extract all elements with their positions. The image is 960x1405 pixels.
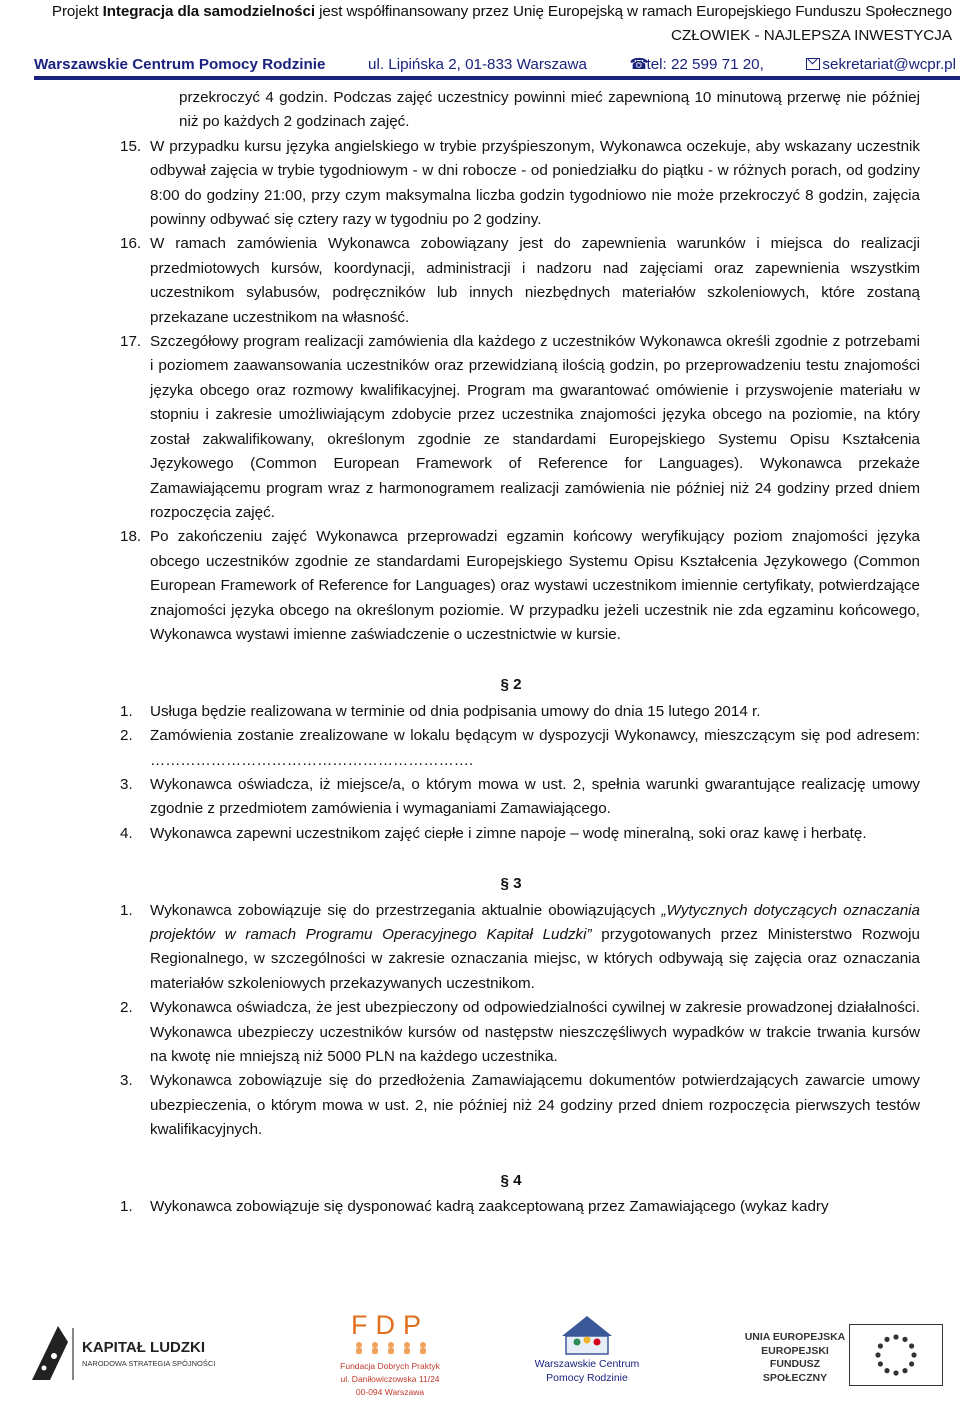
item-text: Zamówienia zostanie zrealizowane w lokalu będącym w dyspozycji Wykonawcy, mieszczącym się pod adresem: ………………………………………………………. [150,727,920,769]
list-item [0,232,960,330]
fdp-city: 00-094 Warszawa [355,1387,425,1397]
eu-line3: FUNDUSZ SPOŁECZNY [762,1358,828,1384]
item-number: 2. [120,727,133,745]
fdp-logo [325,1310,455,1395]
wcpr-emblem [522,1310,652,1358]
item-text: Wykonawca zobowiązuje się do przestrzegania aktualnie obowiązujących [150,901,662,919]
page-footer [0,1300,960,1405]
item-number: 1. [120,702,133,720]
fdp-letters: FDP [351,1310,429,1340]
page-header [0,0,960,80]
list-item [0,135,960,233]
item-text: Wykonawca zobowiązuje się do przedłożenia Zamawiającemu dokumentów potwierdzających zawarcie umowy ubezpieczenia, o którym mowa w ust. 2, nie później niż 24 godziny przed dniem rozpoczęcia pierwszych testów kwalifikacyjnych. [150,1072,920,1139]
kapital-subtitle: NARODOWA STRATEGIA SPÓJNOŚCI [82,1359,216,1368]
item-number: 4. [120,824,133,842]
item-text: W ramach zamówienia Wykonawca zobowiązany jest do zapewnienia warunków i miejsca do realizacji przedmiotowych kursów, koordynacji, administracji i nadzoru nad zajęciami oraz zapewnienia wszystkim uczestnikom sylabusów, podręczników lub innych niezbędnych materiałów szkoleniowych, które zostaną przekazane uczestnikom na własność. [150,235,920,326]
contact-line [34,55,956,73]
item-number: 16. [120,235,142,253]
mail-icon [806,58,820,70]
kapital-ludzki-emblem [28,1322,228,1386]
item-number: 1. [120,901,133,919]
project-prefix: Projekt [51,3,103,20]
project-name: Integracja dla samodzielności [102,3,315,20]
item-text: W przypadku kursu języka angielskiego w trybie przyśpieszonym, Wykonawca oczekuje, aby wskazany uczestnik odbywał zajęcia w trybie tygodniowym - w dni robocze - od poniedziałku do piątku - w różnych porach, od godziny 8:00 do godziny 21:00, przy czym maksymalna liczba godzin tygodniowo nie może przekroczyć 8 godzin, zajęcia powinny odbywać się cztery razy w tygodniu po 2 godziny. [150,137,920,229]
wcpr-text [522,1357,652,1385]
org-name: Warszawskie Centrum Pomocy Rodzinie [34,55,326,73]
phone-block [629,55,763,73]
item-text: Wykonawca zapewni uczestnikom zajęć ciepłe i zimne napoje – wodę mineralną, soki oraz kawę i herbatę. [150,824,867,842]
eu-logo [727,1322,945,1386]
slogan: CZŁOWIEK - NAJLEPSZA INWESTYCJA [670,27,952,44]
phone-icon: ☎ [629,56,649,73]
item-number: 15. [120,137,142,155]
item-number: 18. [120,528,142,546]
email-block [806,56,956,73]
item-number: 17. [120,333,142,351]
list-item [0,996,960,1069]
continuation-paragraph: przekroczyć 4 godzin. Podczas zajęć uczestnicy powinni mieć zapewnioną 10 minutową przerwę nie później niż po każdych 2 godzinach zajęć. [179,89,920,131]
header-rule [34,76,960,80]
item-text: przygotowanych przez Ministerstwo Rozwoju Regionalnego, w szczególności w zakresie oznaczania miejsc, w których odbywają się zajęcia oraz oznaczania materiałów szkoleniowych przekazywanych uczestnikom. [150,926,920,992]
fdp-address: ul. Daniłowiczowska 11/24 [340,1374,440,1384]
item-text: Wykonawca zobowiązuje się dysponować kadrą zaakceptowaną przez Zamawiającego (wykaz kadry [150,1198,829,1216]
section-heading: § 3 [500,875,522,893]
email[interactable]: sekretariat@wcpr.pl [822,55,956,73]
eu-text [739,1331,851,1385]
wcpr-logo [522,1310,652,1395]
address: ul. Lipińska 2, 01-833 Warszawa [368,55,587,73]
fdp-figures-icon [325,1341,455,1355]
kapital-ludzki-logo [28,1322,228,1386]
document-body [0,86,960,1219]
list-item [0,1195,960,1219]
item-text: Wykonawca oświadcza, iż miejsce/a, o którym mowa w ust. 2, spełnia warunki gwarantujące realizację umowy zgodnie z przedmiotem zamówienia i wymaganiami Zamawiającego. [150,775,920,818]
fdp-name: Fundacja Dobrych Praktyk [340,1361,440,1371]
list-item [0,724,960,773]
item-italic-text: „Wytycznych dotyczących oznaczania projektów w ramach Programu Operacyjnego Kapitał Ludzki” [150,901,920,943]
eu-line2: EUROPEJSKI [761,1344,829,1357]
phone: tel: 22 599 71 20, [646,56,764,73]
list-item [0,525,960,647]
eu-flag-icon [849,1324,943,1386]
item-text: Szczegółowy program realizacji zamówienia dla każdego z uczestników Wykonawca określi zgodnie z potrzebami i poziomem zaawansowania uczestników oraz przewidzianą ilością godzin, po przeprowadzeniu testu znajomości języka obcego oraz rozmowy kwalifikacyjnej. Program ma gwarantować omówienie i przyswojenie materiału w stopniu i zakresie umożliwiającym zdobycie przez uczestnika znajomości języka obcego na poziomie, na który został zakwalifikowany, określonym zgodnie ze standardami Europejskiego Systemu Opisu Kształcenia Językowego (Common European Framework of Reference for Languages). Wykonawca przekaże Zamawiającemu program wraz z harmonogramem realizacji zamówienia nie później niż 24 godziny przed dniem rozpoczęcia zajęć. [150,333,920,521]
section-heading: § 4 [500,1171,522,1189]
list-item [0,330,960,525]
project-suffix: jest współfinansowany przez Unię Europejską w ramach Europejskiego Funduszu Społecznego [314,3,952,20]
eu-line1: UNIA EUROPEJSKA [744,1331,846,1343]
list-item [0,773,960,822]
section-heading: § 2 [500,676,522,694]
list-item [0,700,960,724]
list-item [0,899,960,997]
item-number: 1. [120,1198,133,1216]
list-item [0,822,960,846]
item-text: Wykonawca oświadcza, że jest ubezpieczony od odpowiedzialności cywilnej w zakresie prowadzonej działalności. Wykonawca ubezpieczy uczestników kursów od następstw nieszczęśliwych wypadków w trakcie trwania kursów na kwotę nie mniejszą niż 5000 PLN na każdego uczestnika. [150,999,920,1066]
wcpr-line1: Warszawskie Centrum [534,1358,640,1370]
wcpr-line2: Pomocy Rodzinie [546,1372,628,1384]
project-info-line [52,3,952,20]
kapital-title: KAPITAŁ LUDZKI [82,1339,206,1356]
list-item [0,1069,960,1142]
item-text: Usługa będzie realizowana w terminie od dnia podpisania umowy do dnia 15 lutego 2014 r. [150,702,761,720]
item-text: Po zakończeniu zajęć Wykonawca przeprowadzi egzamin końcowy weryfikujący poziom znajomości języka obcego uczestników zgodnie ze standardami Europejskiego Systemu Opisu Kształcenia Językowego (Common European Framework of Reference for Languages) oraz wystawi uczestnikom imiennie certyfikaty, potwierdzające znajomości języka obcego na określonym poziomie. W przypadku jeżeli uczestnik nie zda egzaminu końcowego, Wykonawca wystawi imienne zaświadczenie o uczestnictwie w kursie. [150,528,920,643]
item-number: 2. [120,999,133,1017]
item-number: 3. [120,775,133,793]
item-number: 3. [120,1072,133,1090]
